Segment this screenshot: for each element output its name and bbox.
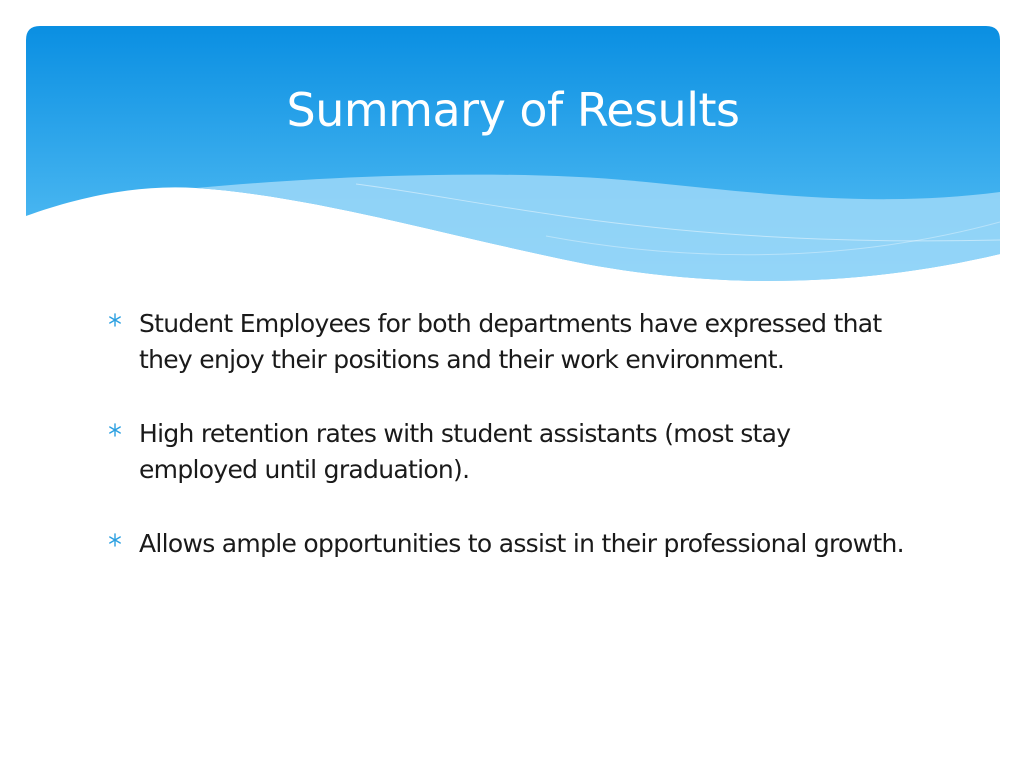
header-banner [26,26,1000,286]
asterisk-icon [108,533,122,547]
header-wave-graphic [26,26,1000,286]
bullet-text: Allows ample opportunities to assist in their professional growth. [139,529,904,558]
bullet-text: Student Employees for both departments have expressed that they enjoy their positions and their work environment. [139,309,882,374]
asterisk-icon [108,423,122,437]
bullet-text: High retention rates with student assistants (most stay employed until graduation). [139,419,791,484]
bullet-item [104,526,904,562]
slide-title: Summary of Results [286,83,740,137]
bullet-item [104,306,904,378]
asterisk-icon [108,313,122,327]
bullet-list [104,306,904,600]
bullet-item [104,416,904,488]
